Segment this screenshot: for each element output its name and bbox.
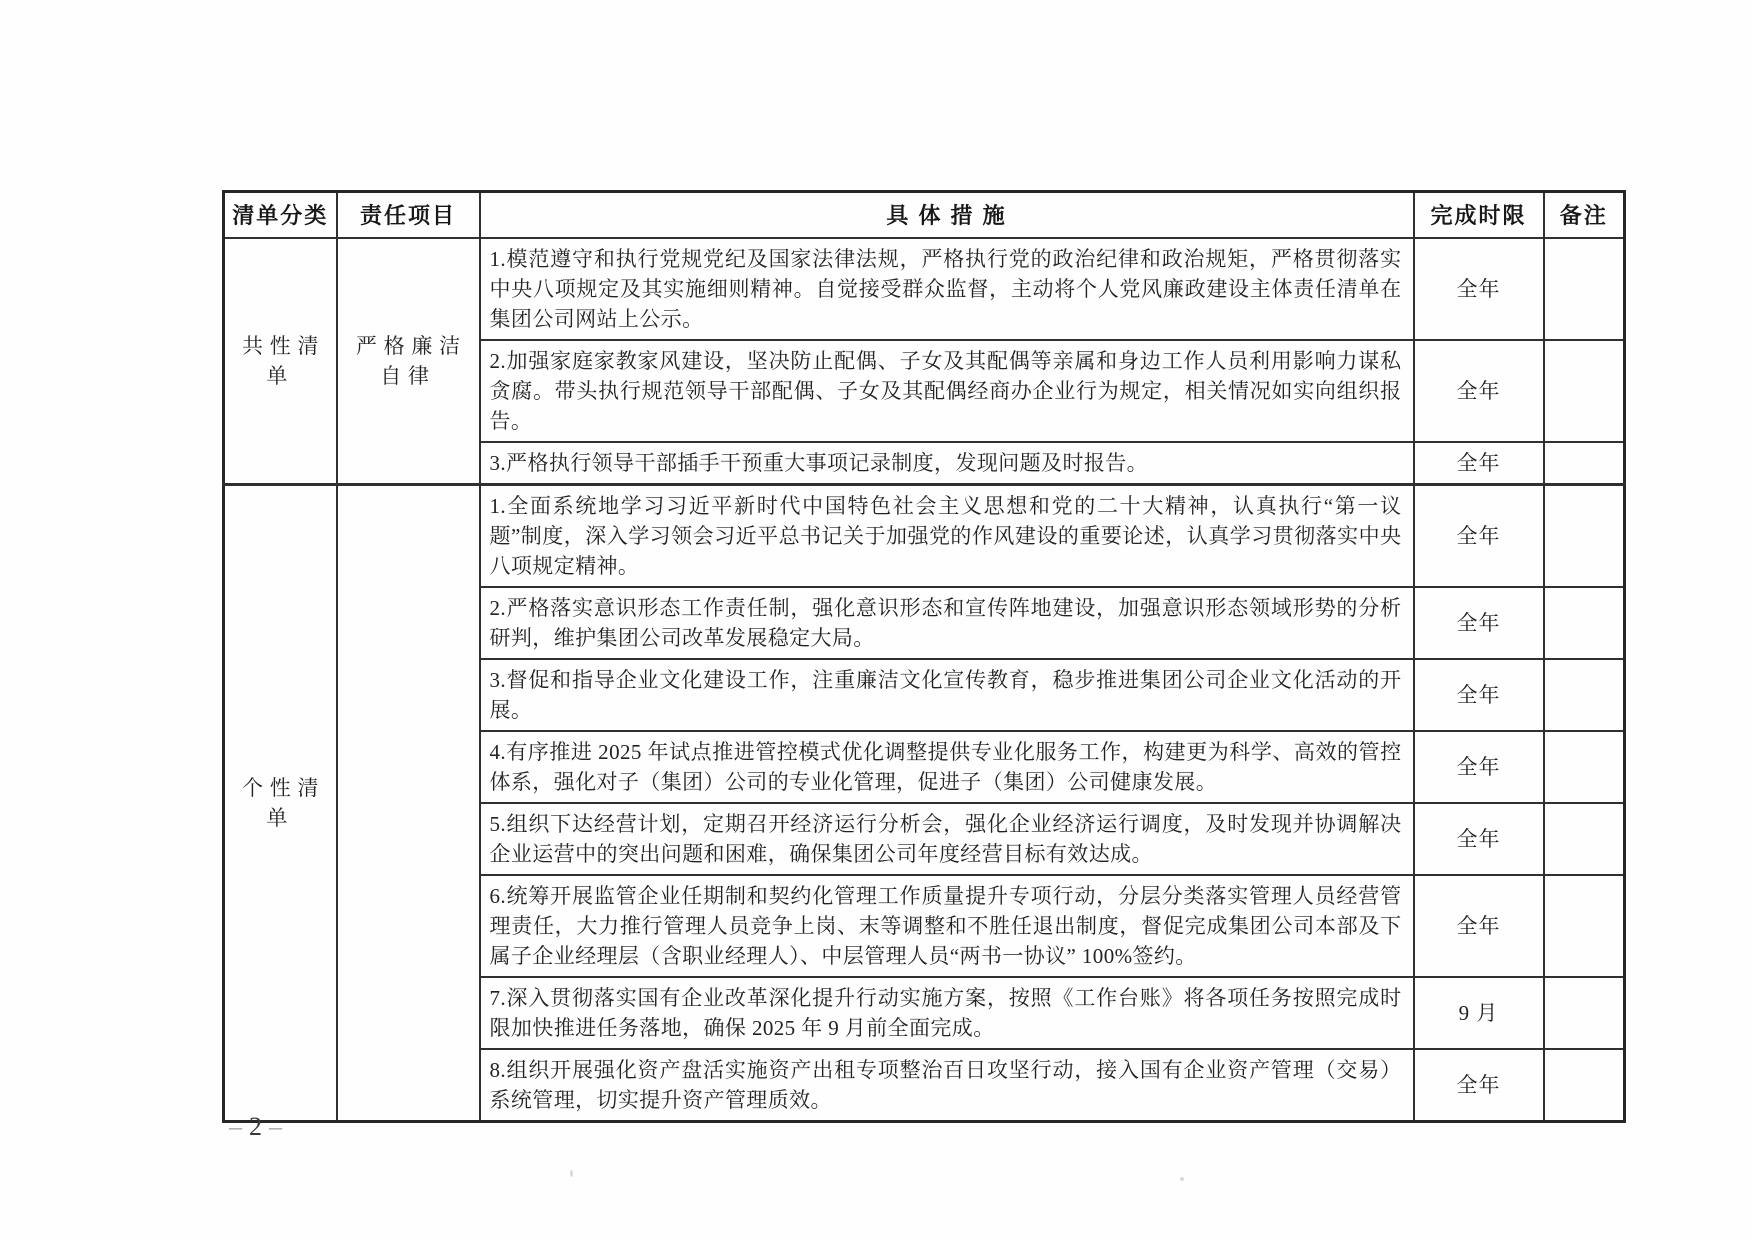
measure-cell: 3.督促和指导企业文化建设工作，注重廉洁文化宣传教育，稳步推进集团公司企业文化活动的开展。 [480,659,1414,731]
responsibility-checklist-table [222,190,1626,1123]
deadline-cell: 全年 [1414,875,1544,977]
page-number [222,1110,332,1144]
deadline-cell: 全年 [1414,340,1544,442]
category-cell: 共性清单 [224,238,337,485]
deadline-cell: 全年 [1414,803,1544,875]
remark-cell [1544,484,1625,587]
column-header-list-category: 清单分类 [224,192,337,238]
column-header-responsibility-item: 责任项目 [337,192,480,238]
measure-cell: 1.模范遵守和执行党规党纪及国家法律法规，严格执行党的政治纪律和政治规矩，严格贯彻落实中央八项规定及其实施细则精神。自觉接受群众监督，主动将个人党风廉政建设主体责任清单在集团公司网站上公示。 [480,238,1414,340]
column-header-specific-measures: 具 体 措 施 [480,192,1414,238]
deadline-cell: 全年 [1414,442,1544,485]
remark-cell [1544,1049,1625,1122]
measure-cell: 6.统筹开展监管企业任期制和契约化管理工作质量提升专项行动，分层分类落实管理人员经营管理责任，大力推行管理人员竞争上岗、末等调整和不胜任退出制度，督促完成集团公司本部及下属子企业经理层（含职业经理人）、中层管理人员“两书一协议” 100%签约。 [480,875,1414,977]
project-cell: 严格廉洁自律 [337,238,480,485]
deadline-cell: 全年 [1414,1049,1544,1122]
remark-cell [1544,803,1625,875]
category-cell: 个性清单 [224,484,337,1121]
scan-speck [1180,1177,1184,1181]
deadline-cell: 全年 [1414,484,1544,587]
column-header-remarks: 备注 [1544,192,1625,238]
remark-cell [1544,340,1625,442]
page-number-value: 2 [249,1112,262,1141]
measure-cell: 8.组织开展强化资产盘活实施资产出租专项整治百日攻坚行动，接入国有企业资产管理（交易）系统管理，切实提升资产管理质效。 [480,1049,1414,1122]
table-row [224,484,1625,587]
remark-cell [1544,659,1625,731]
column-header-completion-deadline: 完成时限 [1414,192,1544,238]
deadline-cell: 全年 [1414,238,1544,340]
remark-cell [1544,731,1625,803]
remark-cell [1544,875,1625,977]
measure-cell: 5.组织下达经营计划，定期召开经济运行分析会，强化企业经济运行调度，及时发现并协调解决企业运营中的突出问题和困难，确保集团公司年度经营目标有效达成。 [480,803,1414,875]
deadline-cell: 全年 [1414,731,1544,803]
remark-cell [1544,587,1625,659]
scan-speck [570,1170,573,1177]
table-header-row [224,192,1625,238]
remark-cell [1544,238,1625,340]
measure-cell: 2.加强家庭家教家风建设，坚决防止配偶、子女及其配偶等亲属和身边工作人员利用影响力谋私贪腐。带头执行规范领导干部配偶、子女及其配偶经商办企业行为规定，相关情况如实向组织报告。 [480,340,1414,442]
table-row [224,238,1625,340]
deadline-cell: 9 月 [1414,977,1544,1049]
measure-cell: 4.有序推进 2025 年试点推进管控模式优化调整提供专业化服务工作，构建更为科学、高效的管控体系，强化对子（集团）公司的专业化管理，促进子（集团）公司健康发展。 [480,731,1414,803]
page-number-dash: – [229,1112,242,1141]
measure-cell: 7.深入贯彻落实国有企业改革深化提升行动实施方案，按照《工作台账》将各项任务按照完成时限加快推进任务落地，确保 2025 年 9 月前全面完成。 [480,977,1414,1049]
remark-cell [1544,977,1625,1049]
measure-cell: 2.严格落实意识形态工作责任制，强化意识形态和宣传阵地建设，加强意识形态领域形势的分析研判，维护集团公司改革发展稳定大局。 [480,587,1414,659]
project-cell [337,484,480,1121]
measure-cell: 3.严格执行领导干部插手干预重大事项记录制度，发现问题及时报告。 [480,442,1414,485]
page-number-dash: – [269,1112,282,1141]
remark-cell [1544,442,1625,485]
deadline-cell: 全年 [1414,659,1544,731]
measure-cell: 1.全面系统地学习习近平新时代中国特色社会主义思想和党的二十大精神，认真执行“第一议题”制度，深入学习领会习近平总书记关于加强党的作风建设的重要论述，认真学习贯彻落实中央八项规定精神。 [480,484,1414,587]
deadline-cell: 全年 [1414,587,1544,659]
